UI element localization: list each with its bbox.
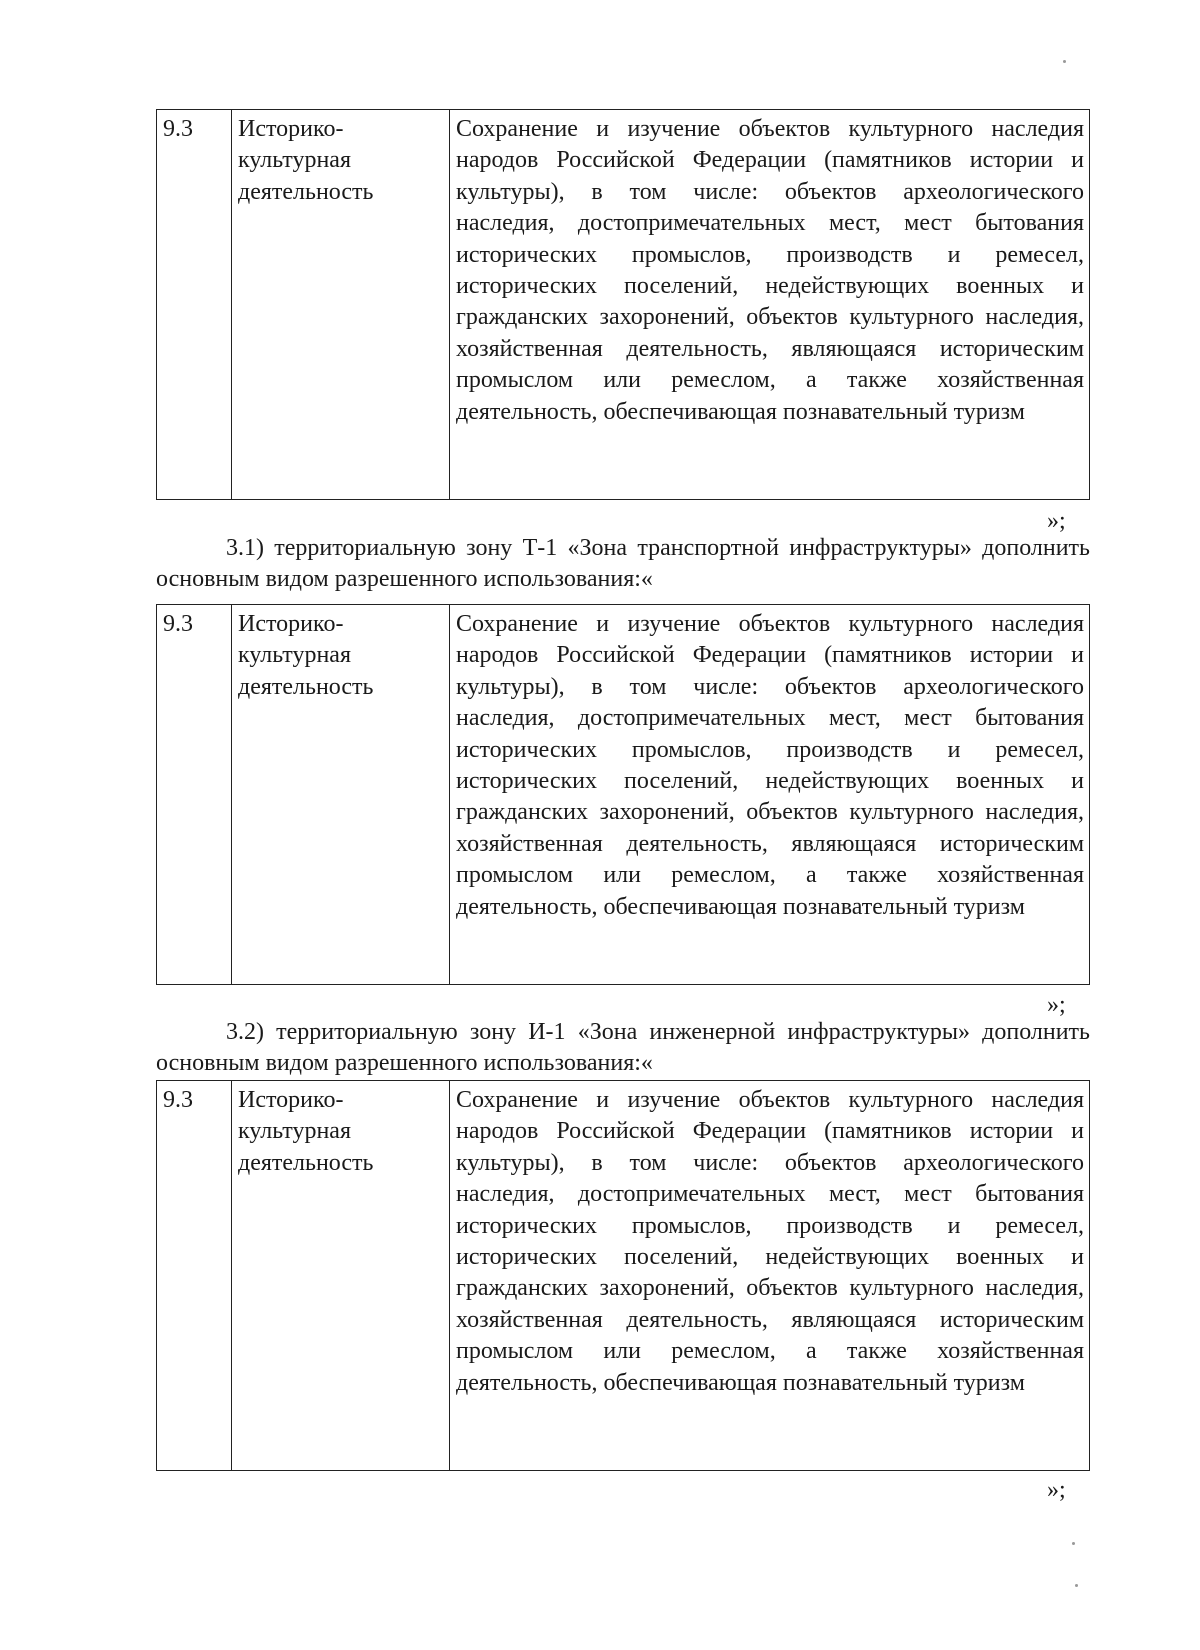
- use-description-cell: Сохранение и изучение объектов культурного наследия народов Российской Федерации (памятников истории и культуры), в том числе: объектов археологического наследия, достопримечательных мест, мест бытования исторических промыслов, производств и ремесел, исторических поселений, недействующих военных и гражданских захоронений, объектов культурного наследия, хозяйственная деятельность, являющаяся историческим промыслом или ремеслом, а также хозяйственная деятельность, обеспечивающая познавательный туризм: [450, 110, 1090, 500]
- table-row: [157, 1081, 1090, 1471]
- amendment-paragraph-3-2: 3.2) территориальную зону И-1 «Зона инженерной инфраструктуры» дополнить основным видом разрешенного использования:«: [156, 1019, 1090, 1076]
- use-code-cell: 9.3: [157, 1081, 232, 1471]
- use-name-cell: Историко-культурная деятельность: [232, 110, 450, 500]
- use-code-cell: 9.3: [157, 110, 232, 500]
- table-row: [157, 605, 1090, 985]
- closing-quote: »;: [1047, 992, 1066, 1018]
- closing-quote: »;: [1047, 508, 1066, 534]
- use-code-cell: 9.3: [157, 605, 232, 985]
- table-row: [157, 110, 1090, 500]
- scan-speck: [1063, 60, 1066, 63]
- use-name-cell: Историко-культурная деятельность: [232, 605, 450, 985]
- closing-quote: »;: [1047, 1477, 1066, 1503]
- amendment-paragraph-3-1: 3.1) территориальную зону Т-1 «Зона транспортной инфраструктуры» дополнить основным видом разрешенного использования:«: [156, 535, 1090, 592]
- use-description-cell: Сохранение и изучение объектов культурного наследия народов Российской Федерации (памятников истории и культуры), в том числе: объектов археологического наследия, достопримечательных мест, мест бытования исторических промыслов, производств и ремесел, исторических поселений, недействующих военных и гражданских захоронений, объектов культурного наследия, хозяйственная деятельность, являющаяся историческим промыслом или ремеслом, а также хозяйственная деятельность, обеспечивающая познавательный туризм: [450, 605, 1090, 985]
- use-description-cell: Сохранение и изучение объектов культурного наследия народов Российской Федерации (памятников истории и культуры), в том числе: объектов археологического наследия, достопримечательных мест, мест бытования исторических промыслов, производств и ремесел, исторических поселений, недействующих военных и гражданских захоронений, объектов культурного наследия, хозяйственная деятельность, являющаяся историческим промыслом или ремеслом, а также хозяйственная деятельность, обеспечивающая познавательный туризм: [450, 1081, 1090, 1471]
- scan-speck: [1075, 1584, 1078, 1587]
- land-use-table-1: [156, 109, 1090, 500]
- use-name-cell: Историко-культурная деятельность: [232, 1081, 450, 1471]
- land-use-table-3: [156, 1080, 1090, 1471]
- scan-speck: [1072, 1542, 1075, 1545]
- land-use-table-2: [156, 604, 1090, 985]
